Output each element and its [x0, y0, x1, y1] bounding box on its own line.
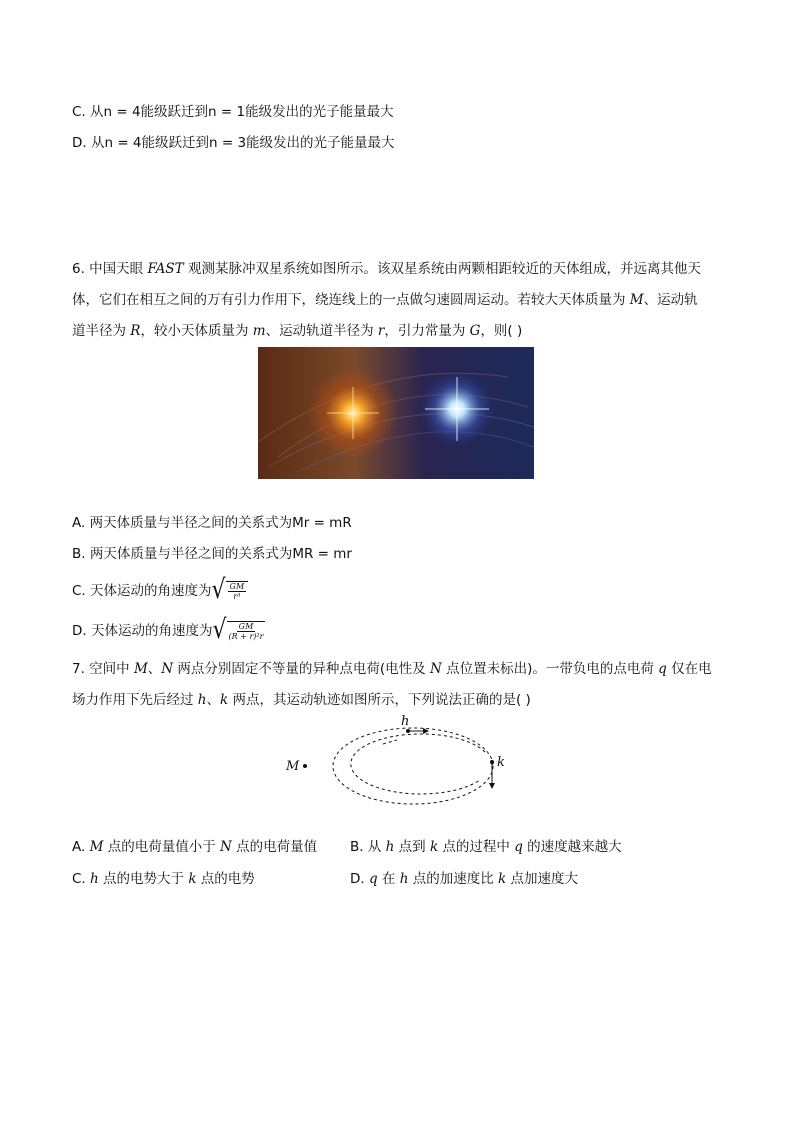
q6-stem-text: 、运动轨道半径为 [265, 323, 378, 339]
q7-option-text: 点的电势 [196, 871, 255, 887]
q6-stem-text: 观测某脉冲双星系统如图所示。该双星系统由两颗相距较近的天体组成，并远离其他天 [183, 261, 701, 277]
binary-star-illustration [258, 347, 534, 479]
var-q: q [658, 661, 667, 677]
q7-stem-text: 两点分别固定不等量的异种点电荷(电性及 [173, 661, 430, 677]
q6-option-c [72, 575, 248, 606]
sqrt-expression: √ $\frac{GM}{\text{(R + r)²r}}$ [212, 615, 264, 646]
q7-option-text: 在 [377, 871, 400, 887]
q6-stem-line-1 [72, 260, 701, 278]
var-m: m [252, 323, 266, 339]
fraction-numerator: GM [238, 622, 254, 631]
q7-stem-text: 场力作用下先后经过 [72, 692, 198, 708]
q7-option-text: 点加速度大 [506, 871, 579, 887]
fraction-denominator: r³ [233, 592, 241, 601]
q6-stem-text: 、运动轨 [643, 292, 698, 308]
q7-stem-text: 、 [206, 692, 220, 708]
q6-stem-text: 道半径为 [72, 323, 131, 339]
var-R: R [130, 323, 141, 339]
q6-option-b: B. 两天体质量与半径之间的关系式为MR = mr [72, 546, 352, 562]
q7-option-text: D. [350, 871, 369, 887]
q7-stem-line-1 [72, 660, 712, 678]
q6-option-c-text: C. 天体运动的角速度为 [72, 583, 212, 599]
sqrt-expression: √ $\frac{GM}{\text{r³}}$ [212, 580, 249, 602]
var-N: N [220, 839, 232, 855]
q7-option-text: C. [72, 871, 91, 887]
q6-fast-label: FAST [147, 261, 184, 277]
inner-trajectory [351, 734, 485, 794]
q6-stem-text: ，较小天体质量为 [140, 323, 253, 339]
var-h: h [385, 839, 395, 855]
label-h: h [401, 714, 410, 729]
q7-option-text: 点的加速度比 [408, 871, 499, 887]
q6-stem-line-2 [72, 291, 698, 309]
var-r: r [377, 323, 385, 339]
var-M: M [629, 292, 644, 308]
var-k: k [498, 871, 507, 887]
q7-option-text: 点到 [394, 839, 430, 855]
q6-option-d-text: D. 天体运动的角速度为 [72, 623, 213, 639]
binary-star-image [258, 347, 534, 479]
trajectory-diagram [280, 712, 520, 812]
var-k: k [429, 839, 439, 855]
var-N: N [161, 661, 174, 677]
q7-option-text: 点的电势大于 [98, 871, 189, 887]
q6-option-a: A. 两天体质量与半径之间的关系式为Mr = mR [72, 515, 352, 531]
var-k: k [188, 871, 197, 887]
label-k: k [497, 755, 505, 770]
fraction-denominator: (R + r)²r [228, 632, 264, 641]
var-h: h [399, 871, 409, 887]
q7-stem-text: 两点，其运动轨迹如图所示，下列说法正确的是( ) [228, 692, 531, 708]
q7-option-c [72, 870, 255, 888]
q7-option-a [72, 838, 317, 856]
var-q: q [514, 839, 523, 855]
q6-stem-text: 体，它们在相互之间的万有引力作用下，绕连线上的一点做匀速圆周运动。若较大天体质量为 [72, 292, 630, 308]
q7-option-text: B. 从 [350, 839, 386, 855]
label-M: M [286, 759, 300, 774]
q7-option-text: 点的电荷量值 [231, 839, 318, 855]
q7-stem-text: 、 [147, 661, 162, 677]
q6-stem-text: 6. 中国天眼 [72, 261, 148, 277]
var-h: h [197, 692, 207, 708]
var-k: k [220, 692, 229, 708]
q7-option-text: 的速度越来越大 [522, 839, 622, 855]
q7-option-text: A. [72, 839, 90, 855]
q6-option-d [72, 615, 265, 646]
var-h: h [90, 871, 99, 887]
var-q: q [368, 871, 378, 887]
var-M: M [89, 839, 104, 855]
point-M-dot [303, 764, 307, 768]
q7-option-text: 点的过程中 [438, 839, 515, 855]
q7-option-text: 点的电荷量值小于 [103, 839, 221, 855]
outer-trajectory [333, 728, 493, 804]
q6-stem-line-3 [72, 322, 522, 340]
q7-option-d [350, 870, 578, 888]
q5-option-d: D. 从n = 4能级跃迁到n = 3能级发出的光子能量最大 [72, 135, 395, 151]
q7-stem-line-2 [72, 691, 531, 709]
q7-stem-text: 点位置未标出)。一带负电的点电荷 [441, 661, 659, 677]
fraction-numerator: GM [229, 582, 245, 591]
var-M: M [133, 661, 148, 677]
q6-stem-text: ，则( ) [480, 323, 523, 339]
q5-option-c: C. 从n = 4能级跃迁到n = 1能级发出的光子能量最大 [72, 104, 394, 120]
var-N: N [429, 661, 442, 677]
q7-stem-text: 7. 空间中 [72, 661, 134, 677]
q7-option-b [350, 838, 622, 856]
var-G: G [469, 323, 481, 339]
q7-stem-text: 仅在电 [666, 661, 712, 677]
q6-stem-text: ，引力常量为 [384, 323, 470, 339]
